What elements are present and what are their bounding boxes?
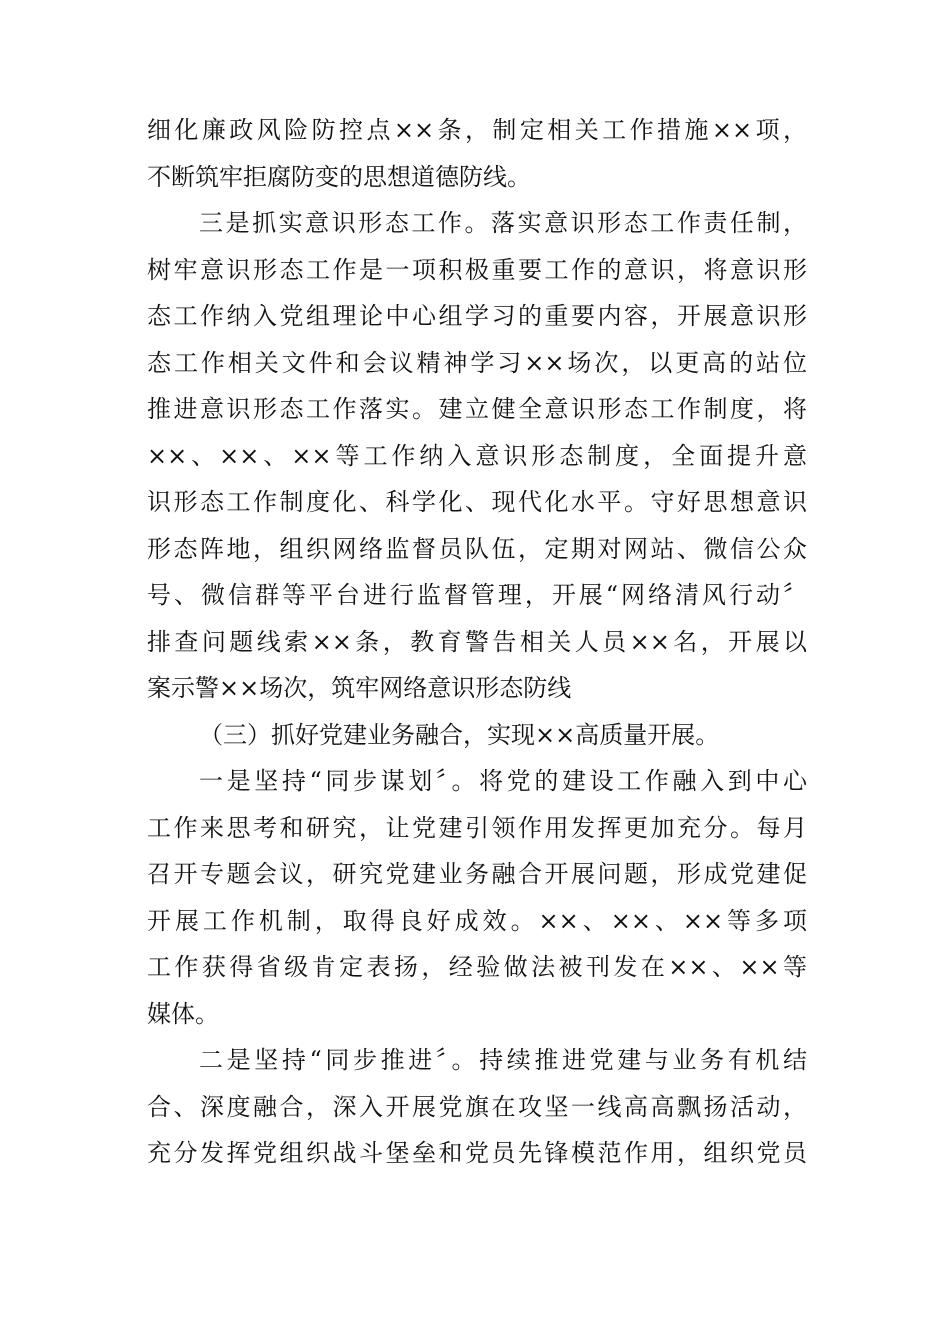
text-line: 识形态工作制度化、科学化、现代化水平。守好思想意识 bbox=[147, 488, 807, 516]
text-line: 案示警××场次，筑牢网络意识形态防线 bbox=[147, 674, 572, 702]
text-line: 三是抓实意识形态工作。落实意识形态工作责任制， bbox=[199, 209, 807, 237]
text-line: 号、微信群等平台进行监督管理，开展“网络清风行动〞 bbox=[147, 581, 807, 609]
paragraph-continuation bbox=[147, 107, 807, 200]
text-line: 召开专题会议，研究党建业务融合开展问题，形成党建促 bbox=[147, 860, 807, 888]
text-line: 不断筑牢拒腐防变的思想道德防线。 bbox=[147, 162, 531, 191]
text-line: 态工作相关文件和会议精神学习××场次，以更高的站位 bbox=[147, 348, 807, 377]
text-line: 排查问题线索××条，教育警告相关人员××名，开展以 bbox=[147, 627, 807, 656]
text-line: 态工作纳入党组理论中心组学习的重要内容，开展意识形 bbox=[147, 302, 807, 330]
text-line: 细化廉政风险防控点××条，制定相关工作措施××项， bbox=[147, 116, 807, 144]
paragraph-sync-planning bbox=[147, 758, 807, 1037]
section-heading bbox=[147, 712, 807, 759]
text-line: 开展工作机制，取得良好成效。××、××、××等多项 bbox=[147, 906, 807, 935]
paragraph-ideology-work bbox=[147, 200, 807, 712]
text-line: 一是坚持“同步谋划〞。将党的建设工作融入到中心 bbox=[199, 767, 807, 795]
text-line: 工作来思考和研究，让党建引领作用发挥更加充分。每月 bbox=[147, 813, 807, 842]
text-line: 二是坚持“同步推进〞。持续推进党建与业务有机结 bbox=[199, 1046, 807, 1074]
paragraph-sync-advance bbox=[147, 1037, 807, 1177]
heading-line: （三）抓好党建业务融合，实现××高质量开展。 bbox=[199, 720, 720, 749]
text-line: 媒体。 bbox=[147, 999, 219, 1028]
text-line: 工作获得省级肯定表扬，经验做法被刊发在××、××等 bbox=[147, 953, 807, 981]
text-line: ××、××、××等工作纳入意识形态制度，全面提升意 bbox=[147, 441, 807, 470]
document-page bbox=[147, 107, 807, 1177]
text-line: 合、深度融合，深入开展党旗在攻坚一线高高飘扬活动， bbox=[147, 1092, 807, 1121]
text-line: 形态阵地，组织网络监督员队伍，定期对网站、微信公众 bbox=[147, 534, 807, 563]
text-line: 推进意识形态工作落实。建立健全意识形态工作制度，将 bbox=[147, 395, 807, 423]
text-line: 充分发挥党组织战斗堡垒和党员先锋模范作用，组织党员 bbox=[147, 1139, 807, 1167]
text-line: 树牢意识形态工作是一项积极重要工作的意识，将意识形 bbox=[147, 255, 807, 284]
